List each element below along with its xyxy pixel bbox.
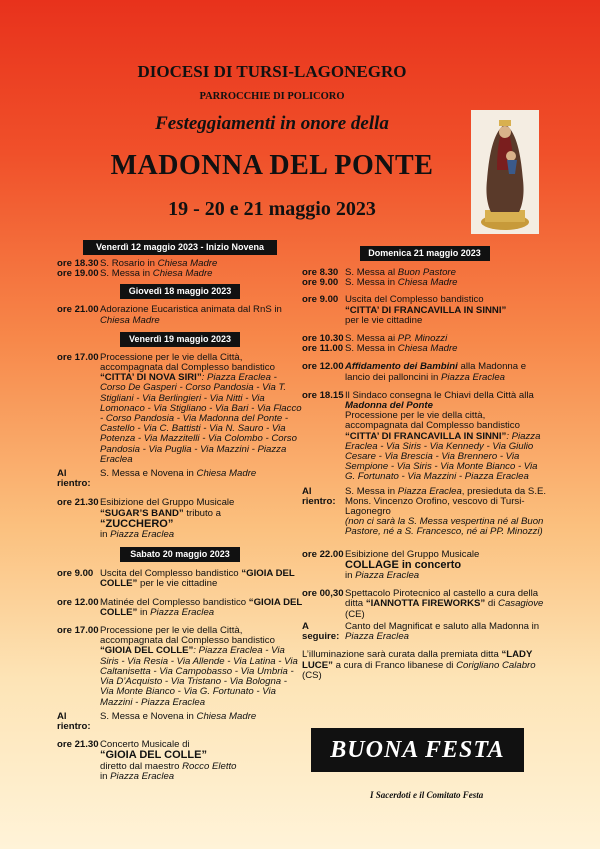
left-column <box>57 240 303 782</box>
dates: 19 - 20 e 21 maggio 2023 <box>168 198 376 220</box>
event-item: ore 18.30 S. Rosario in Chiesa Madre <box>57 258 218 269</box>
right-column <box>302 246 547 681</box>
day-band-12-may: Venerdì 12 maggio 2023 - Inizio Novena <box>83 240 277 255</box>
buona-festa-banner: BUONA FESTA <box>311 728 524 772</box>
event-item: ore 11.00 S. Messa in Chiesa Madre <box>302 343 458 355</box>
diocese-title: DIOCESI DI TURSI-LAGONEGRO <box>137 62 407 81</box>
event-item: ore 00,30 Spettacolo Pirotecnico al castello a cura della ditta “IANNOTTA FIREWORKS” di Casagiove (CE) <box>302 588 544 620</box>
madonna-statue-image <box>471 110 539 234</box>
event-item: ore 12.00 Affidamento dei Bambini alla Madonna e lancio dei palloncini in Piazza Eraclea <box>302 361 527 383</box>
event-item: ore 18.15 Il Sindaco consegna le Chiavi della Città alla Madonna del Ponte Processione per le vie della città, accompagnata dal Complesso bandistico “CITTA’ DI FRANCAVILLA IN SINNI”: Piazza Eraclea - Via Siris - Via Kennedy - Via Giulio Cesare - Via Brescia - Via Brennero - Via Sempione - Via Siris - Via Monte Bianco - Via G. Fortunato - Via Mazzini - Piazza Eraclea <box>302 389 541 483</box>
event-item: ore 9.00 S. Messa in Chiesa Madre <box>302 277 458 289</box>
illumination-note: L’illuminazione sarà curata dalla premiata ditta “LADY LUCE” a cura di Franco libanese di Corigliano Calabro (CS) <box>302 649 536 681</box>
event-item: ore 22.00 Esibizione del Gruppo Musicale COLLAGE in concerto in Piazza Eraclea <box>302 548 480 582</box>
event-item: ore 10.30 S. Messa ai PP. Minozzi <box>302 333 448 345</box>
event-item: ore 17.00 Processione per le vie della Città, accompagnata dal Complesso bandistico “CITTA’ DI NOVA SIRI”: Piazza Eraclea - Corso De Gasperi - Corso Pandosia - Via T. Stigliani - Via Berlingieri - Via Nitti - Via Lomonaco - Via Stigliano - Via Bari - Via Flacco - Corso Pandosia - Via Madonna del Ponte - Castello - Via C. Battisti - Via N. Sauro - Via Potenza - Via Mazzitelli - Via Colombo - Corso Pandosia - Via Puglia - Via Mazzini - Piazza Eraclea <box>57 351 302 465</box>
event-item: ore 21.00 Adorazione Eucaristica animata dal RnS in Chiesa Madre <box>57 304 282 326</box>
day-band-21-may: Domenica 21 maggio 2023 <box>360 246 490 261</box>
event-item: A seguire: Canto del Magnificat e saluto alla Madonna in Piazza Eraclea <box>302 620 540 643</box>
event-item: Al rientro: S. Messa e Novena in Chiesa Madre <box>57 468 257 490</box>
event-item: ore 21.30 Concerto Musicale di “GIOIA DEL COLLE” diretto dal maestro Rocco Eletto in Piazza Eraclea <box>57 739 237 782</box>
event-item: ore 19.00 S. Messa in Chiesa Madre <box>57 268 213 280</box>
event-item: Al rientro: S. Messa in Piazza Eraclea, presieduta da S.E. Mons. Vincenzo Orofino, vescovo di Tursi-Lagonegro (non ci sarà la S. Messa vespertina né al Buon Pastore, né a S. Francesco, né ai PP. Minozzi) <box>302 485 547 538</box>
subtitle: Festeggiamenti in onore della <box>155 113 389 134</box>
event-item: ore 17.00 Processione per le vie della Città, accompagnata dal Complesso bandistico “GIOIA DEL COLLE”: Piazza Eraclea - Via Siris - Via Resia - Via Allende - Via Latina - Via Caltanisetta - Via Campobasso - Via Umbria - Via D’Acquisto - Via Tristano - Via Bologna - Via Monte Bianco - Via G. Fortunato - Via Mazzini - Piazza Eraclea <box>57 625 298 708</box>
parishes-title: PARROCCHIE DI POLICORO <box>199 91 345 102</box>
day-band-20-may: Sabato 20 maggio 2023 <box>120 547 240 562</box>
signature: I Sacerdoti e il Comitato Festa <box>370 790 484 800</box>
event-item: ore 12.00 Matinée del Complesso bandistico “GIOIA DEL COLLE” in Piazza Eraclea <box>57 596 303 618</box>
event-item: ore 9.00 Uscita del Complesso bandistico “CITTA’ DI FRANCAVILLA IN SINNI” per le vie cittadine <box>302 294 507 326</box>
event-item: Al rientro: S. Messa e Novena in Chiesa Madre <box>57 710 257 732</box>
day-band-19-may: Venerdì 19 maggio 2023 <box>120 332 240 347</box>
event-item: ore 9.00 Uscita del Complesso bandistico “GIOIA DEL COLLE” per le vie cittadine <box>57 568 295 590</box>
event-item: ore 8.30 S. Messa al Buon Pastore <box>302 267 456 278</box>
event-item: ore 21.30 Esibizione del Gruppo Musicale “SUGAR’S BAND” tributo a “ZUCCHERO” in Piazza Eraclea <box>57 497 235 541</box>
day-band-18-may: Giovedì 18 maggio 2023 <box>120 284 240 299</box>
main-title: MADONNA DEL PONTE <box>110 150 434 181</box>
